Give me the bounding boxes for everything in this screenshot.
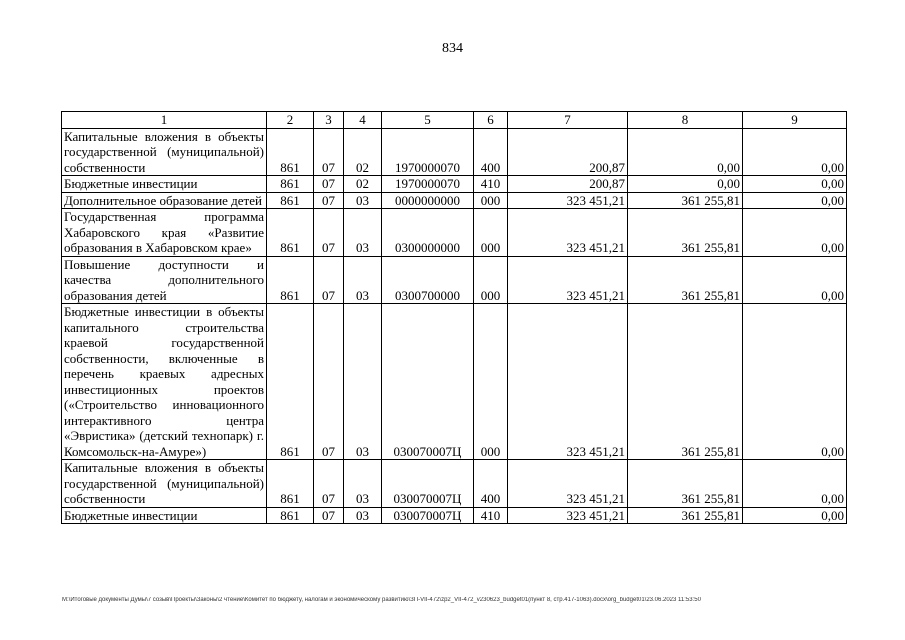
cell-subsection: 03 [344,209,382,257]
budget-table [61,111,847,524]
row-name: Повышение доступности и качества дополнительного образования детей [62,256,267,304]
cell-section: 07 [314,304,344,460]
table-row [62,460,847,508]
cell-subsection: 03 [344,304,382,460]
cell-ministry: 861 [267,176,314,193]
cell-amount-col8: 361 255,81 [628,460,743,508]
cell-target-article: 030070007Ц [382,460,474,508]
cell-ministry: 861 [267,507,314,524]
cell-amount-col9: 0,00 [743,256,847,304]
footer-file-path: M:\Итоговые документы Думы\7 созыв\Проекты\Законы\2 чтение\Комитет по бюджету, налогам и экономическому развитию\ЗП-VII-472\zp2_VII-472_v230623_budget01(пункт 8, стр.417-1063).docx\org_budget01\23.06.2023 11:53:50 [62,597,701,603]
cell-target-article: 0300700000 [382,256,474,304]
cell-amount-col8: 361 255,81 [628,192,743,209]
table-row [62,176,847,193]
cell-amount-col7: 323 451,21 [508,304,628,460]
table-row [62,304,847,460]
cell-subsection: 02 [344,176,382,193]
row-name: Капитальные вложения в объекты государственной (муниципальной) собственности [62,460,267,508]
table-row [62,192,847,209]
cell-amount-col8: 361 255,81 [628,304,743,460]
cell-amount-col9: 0,00 [743,128,847,176]
cell-amount-col8: 361 255,81 [628,507,743,524]
cell-subsection: 03 [344,192,382,209]
cell-amount-col7: 200,87 [508,176,628,193]
cell-subsection: 02 [344,128,382,176]
cell-target-article: 0300000000 [382,209,474,257]
column-header: 3 [314,112,344,129]
cell-amount-col8: 0,00 [628,176,743,193]
table-row [62,209,847,257]
cell-section: 07 [314,507,344,524]
column-header: 4 [344,112,382,129]
cell-amount-col7: 323 451,21 [508,460,628,508]
cell-expense-type: 000 [474,192,508,209]
cell-amount-col9: 0,00 [743,176,847,193]
cell-section: 07 [314,209,344,257]
row-name: Бюджетные инвестиции [62,507,267,524]
row-name: Бюджетные инвестиции в объекты капитального строительства краевой государственной собственности, включенные в перечень краевых адресных инвестиционных проектов («Строительство инновационного интерактивного центра «Эвристика» (детский технопарк) г. Комсомольск-на-Амуре») [62,304,267,460]
cell-target-article: 0000000000 [382,192,474,209]
cell-amount-col7: 200,87 [508,128,628,176]
cell-target-article: 030070007Ц [382,507,474,524]
cell-subsection: 03 [344,256,382,304]
cell-subsection: 03 [344,507,382,524]
cell-amount-col8: 361 255,81 [628,256,743,304]
table-row [62,256,847,304]
column-header: 5 [382,112,474,129]
cell-expense-type: 000 [474,209,508,257]
cell-expense-type: 400 [474,128,508,176]
cell-amount-col7: 323 451,21 [508,507,628,524]
cell-section: 07 [314,128,344,176]
cell-ministry: 861 [267,192,314,209]
cell-amount-col9: 0,00 [743,507,847,524]
column-header: 9 [743,112,847,129]
cell-amount-col7: 323 451,21 [508,192,628,209]
cell-ministry: 861 [267,304,314,460]
cell-amount-col7: 323 451,21 [508,256,628,304]
row-name: Капитальные вложения в объекты государственной (муниципальной) собственности [62,128,267,176]
cell-amount-col7: 323 451,21 [508,209,628,257]
cell-expense-type: 410 [474,507,508,524]
cell-section: 07 [314,460,344,508]
cell-amount-col8: 0,00 [628,128,743,176]
table-header-row [62,112,847,129]
cell-amount-col9: 0,00 [743,304,847,460]
cell-amount-col9: 0,00 [743,192,847,209]
cell-section: 07 [314,192,344,209]
row-name: Государственная программа Хабаровского края «Развитие образования в Хабаровском крае» [62,209,267,257]
cell-amount-col9: 0,00 [743,209,847,257]
column-header: 7 [508,112,628,129]
row-name: Бюджетные инвестиции [62,176,267,193]
cell-expense-type: 000 [474,256,508,304]
cell-ministry: 861 [267,209,314,257]
column-header: 2 [267,112,314,129]
table-row [62,507,847,524]
cell-target-article: 1970000070 [382,128,474,176]
cell-section: 07 [314,176,344,193]
page-number: 834 [442,41,463,56]
cell-amount-col9: 0,00 [743,460,847,508]
cell-subsection: 03 [344,460,382,508]
cell-amount-col8: 361 255,81 [628,209,743,257]
column-header: 1 [62,112,267,129]
table-row [62,128,847,176]
cell-expense-type: 410 [474,176,508,193]
cell-ministry: 861 [267,128,314,176]
cell-section: 07 [314,256,344,304]
cell-ministry: 861 [267,256,314,304]
row-name: Дополнительное образование детей [62,192,267,209]
cell-expense-type: 000 [474,304,508,460]
column-header: 6 [474,112,508,129]
column-header: 8 [628,112,743,129]
cell-expense-type: 400 [474,460,508,508]
cell-target-article: 1970000070 [382,176,474,193]
cell-target-article: 030070007Ц [382,304,474,460]
cell-ministry: 861 [267,460,314,508]
